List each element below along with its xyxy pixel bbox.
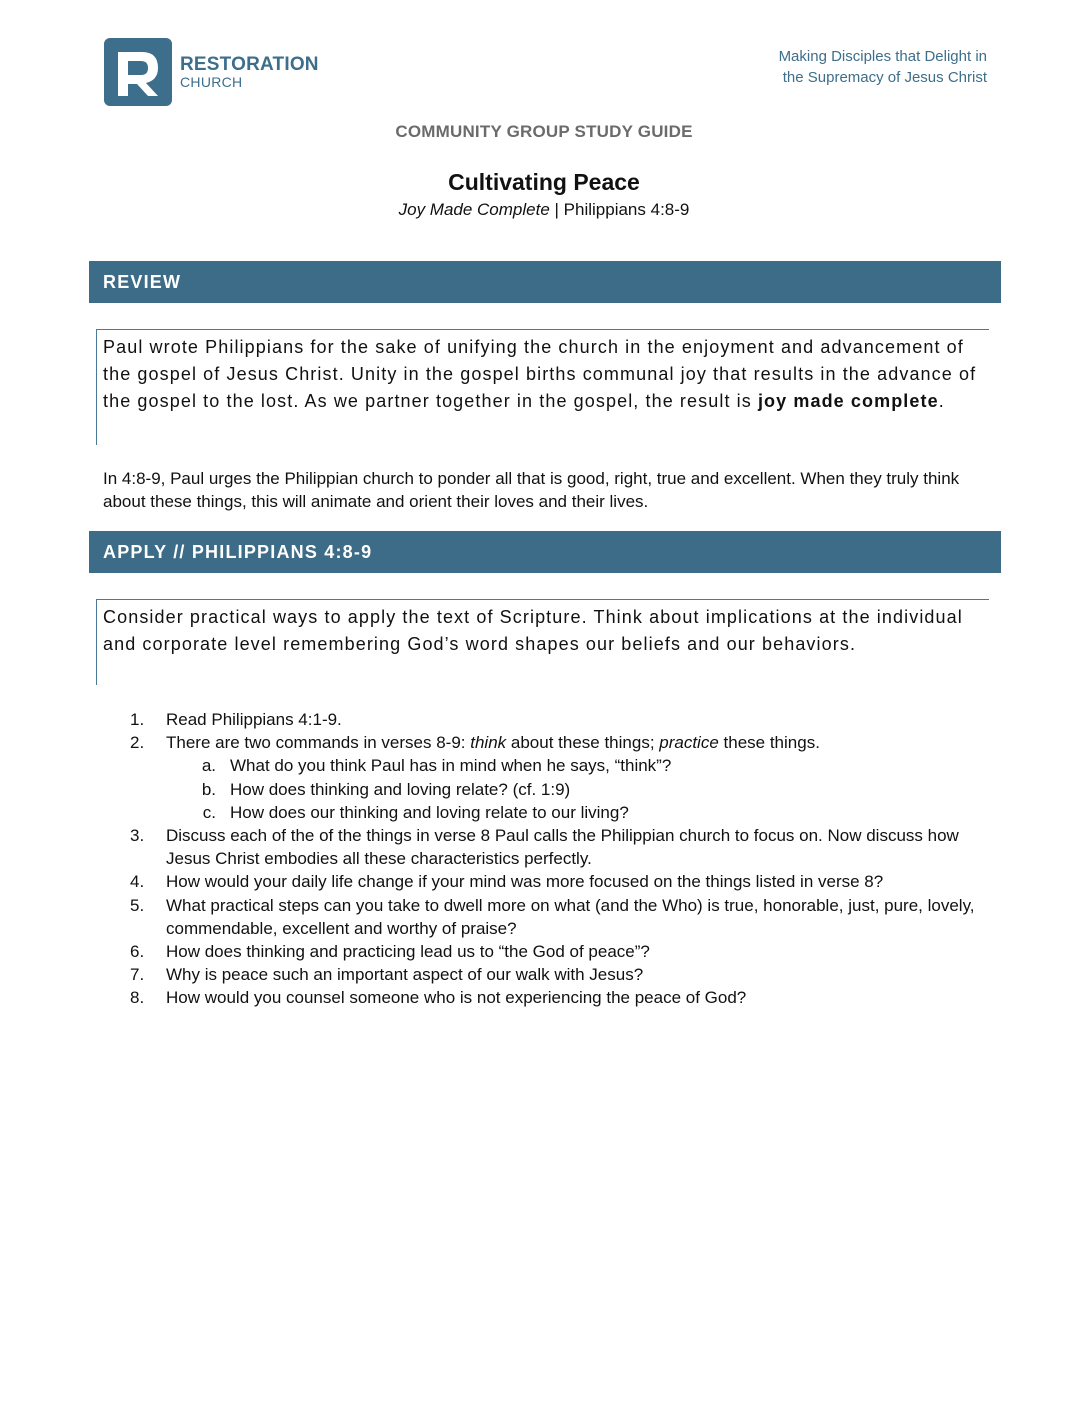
- question-number: 8.: [130, 988, 145, 1008]
- review-section-header: [89, 261, 1001, 303]
- logo-r-icon: [104, 38, 172, 106]
- list-item: [166, 754, 671, 777]
- question-text: Discuss each of the of the things in verse 8 Paul calls the Philippian church to focus on. Now discuss how Jesus Christ embodies all these characteristics perfectly.: [166, 826, 959, 869]
- question-number: 5.: [130, 895, 145, 915]
- question-emphasis: practice: [659, 733, 719, 753]
- review-intro: [96, 329, 989, 445]
- question-text: Why is peace such an important aspect of our walk with Jesus?: [166, 965, 644, 985]
- list-item: [130, 708, 990, 731]
- review-header-label: REVIEW: [103, 271, 182, 292]
- tagline: [779, 46, 987, 88]
- apply-intro: Consider practical ways to apply the text of Scripture. Think about implications at the individual and corporate level remembering God’s word shapes our beliefs and our behaviors.: [96, 599, 989, 685]
- question-number: 4.: [130, 872, 145, 892]
- sub-question-text: How does our thinking and loving relate to our living?: [230, 802, 629, 822]
- list-item: [130, 870, 990, 893]
- tagline-line-2: the Supremacy of Jesus Christ: [782, 69, 987, 86]
- sub-question-letter: b.: [201, 779, 216, 799]
- question-emphasis: think: [470, 733, 507, 753]
- question-text: How would you counsel someone who is not experiencing the peace of God?: [166, 988, 747, 1008]
- page-subtitle: [0, 200, 1088, 220]
- question-text: How does thinking and practicing lead us to “the God of peace”?: [166, 942, 650, 962]
- question-number: 6.: [130, 942, 145, 962]
- sub-question-text: How does thinking and loving relate? (cf. 1:9): [230, 779, 571, 799]
- question-text-part: There are two commands in verses 8-9:: [166, 733, 471, 753]
- question-text: How would your daily life change if your mind was more focused on the things listed in verse 8?: [166, 872, 884, 892]
- series-name: Joy Made Complete: [398, 200, 550, 219]
- logo-name: RESTORATION: [180, 54, 319, 75]
- sub-question-list: [166, 754, 990, 824]
- passage-reference: Philippians 4:8-9: [563, 200, 690, 219]
- logo-subname: CHURCH: [180, 74, 243, 90]
- list-item: [130, 894, 990, 940]
- sub-question-text: What do you think Paul has in mind when he says, “think”?: [230, 756, 672, 776]
- list-item: [130, 824, 990, 870]
- review-intro-end: .: [938, 391, 945, 411]
- question-number: 3.: [130, 826, 145, 846]
- list-item: [166, 778, 671, 801]
- sub-question-letter: c.: [202, 802, 216, 822]
- list-item: [130, 731, 990, 754]
- question-text: What practical steps can you take to dwell more on what (and the Who) is true, honorable, just, pure, lovely, commendable, excellent and worthy of praise?: [166, 895, 975, 938]
- question-text-part: about these things;: [506, 733, 660, 753]
- question-number: 7.: [130, 965, 145, 985]
- question-number: 2.: [130, 733, 145, 753]
- apply-section-header: [89, 531, 1001, 573]
- question-number: 1.: [130, 710, 145, 729]
- question-text-part: these things.: [718, 733, 820, 753]
- review-intro-text: Paul wrote Philippians for the sake of unifying the church in the enjoyment and advancement of the gospel of Jesus Christ. Unity in the gospel births communal joy that results in the advance of the gospel to the lost. As we partner together in the gospel, the result is: [103, 337, 977, 411]
- subtitle-separator: |: [549, 200, 564, 219]
- sub-question-letter: a.: [201, 756, 216, 776]
- list-item: [130, 940, 990, 963]
- page-title: Cultivating Peace: [448, 169, 640, 195]
- list-item: [130, 963, 990, 986]
- tagline-line-1: Making Disciples that Delight in: [778, 48, 987, 65]
- apply-header-label: APPLY // PHILIPPIANS 4:8-9: [103, 541, 373, 562]
- review-intro-emphasis: joy made complete: [757, 391, 939, 411]
- question-text: [166, 731, 990, 754]
- guide-heading: COMMUNITY GROUP STUDY GUIDE: [395, 122, 693, 141]
- question-text: Read Philippians 4:1-9.: [166, 710, 342, 729]
- list-item: [166, 801, 671, 824]
- list-item: [130, 986, 990, 1009]
- question-list: [130, 708, 990, 1010]
- review-paragraph: In 4:8-9, Paul urges the Philippian church to ponder all that is good, right, true and excellent. When they truly think about these things, this will animate and orient their loves and their lives.: [103, 469, 960, 511]
- church-logo: [104, 38, 319, 106]
